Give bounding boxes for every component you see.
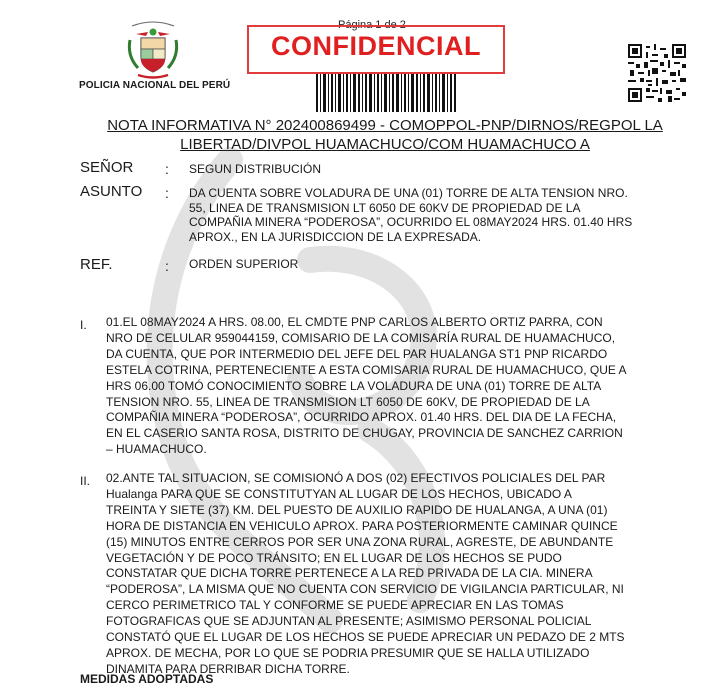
paragraph-number: II. — [80, 474, 91, 488]
paragraph-line: NRO DE CELULAR 959044159, COMISARIO DE LA COMISARÍA RURAL DE HUAMACHUCO, — [106, 330, 616, 345]
paragraph-2 — [106, 471, 673, 678]
field-colon-senor: : — [165, 161, 169, 177]
paragraph-line: DINAMITA PARA DERRIBAR DICHA TORRE. — [106, 661, 350, 676]
page-number: Página 1 de 2 — [338, 19, 406, 31]
paragraph-line: “PODEROSA”, LA MISMA QUE NO CUENTA CON SERVICIO DE VIGILANCIA PARTICULAR, NI — [106, 582, 624, 597]
paragraph-line: Hualanga PARA QUE SE CONSTITUTYAN AL LUGAR DE LOS HECHOS, UBICADO A — [106, 486, 572, 501]
asunto-line: APROX., EN LA JURISDICCION DE LA EXPRESADA. — [189, 229, 482, 244]
asunto-line: COMPAÑIA MINERA “PODEROSA”, OCURRIDO EL 08MAY2024 HRS. 01.40 HRS — [189, 215, 633, 229]
paragraph-line: 01.EL 08MAY2024 A HRS. 08.00, EL CMDTE PNP CARLOS ALBERTO ORTIZ PARRA, CON — [106, 315, 603, 329]
confidential-stamp: CONFIDENCIAL — [271, 31, 481, 61]
paragraph-line: 02.ANTE TAL SITUACION, SE COMISIONÓ A DOS (02) EFECTIVOS POLICIALES DEL PAR — [106, 471, 606, 485]
paragraph-line: VEGETACIÓN Y DE POCO TRÁNSITO; EN EL LUGAR DE LOS HECHOS SE PUDO — [106, 550, 562, 565]
field-label-asunto: ASUNTO — [80, 183, 143, 200]
paragraph-line: EN EL CASERIO SANTA ROSA, DISTRITO DE CHUGAY, PROVINCIA DE SANCHEZ CARRION — [106, 426, 623, 441]
title-line-2: LIBERTAD/DIVPOL HUAMACHUCO/COM HUAMACHUCO A — [180, 136, 590, 153]
paragraph-number: I. — [80, 318, 87, 332]
asunto-line: DA CUENTA SOBRE VOLADURA DE UNA (01) TORRE DE ALTA TENSION NRO. — [189, 186, 628, 200]
paragraph-line: FOTOGRAFICAS QUE SE ADJUNTAN AL PRESENTE; ASIMISMO PERSONAL POLICIAL — [106, 614, 592, 629]
field-value-ref: ORDEN SUPERIOR — [189, 257, 299, 271]
paragraph-line: (15) MINUTOS ENTRE CERROS POR SER UNA ZONA RURAL, AGRESTE, DE ABUNDANTE — [106, 534, 614, 549]
paragraph-line: – HUAMACHUCO. — [106, 442, 207, 457]
field-label-ref: REF. — [80, 256, 113, 273]
field-colon-ref: : — [165, 258, 169, 274]
paragraph-line: COMPAÑIA MINERA “PODEROSA”, OCURRIDO APROX. 01.40 HRS. DEL DIA DE LA FECHA, — [106, 410, 617, 425]
paragraph-line: APROX. DE MECHA, POR LO QUE SE PODRIA PRESUMIR QUE SE HALLA UTILIZADO — [106, 645, 590, 660]
document-title — [80, 116, 690, 154]
institution-name: POLICIA NACIONAL DEL PERÚ — [79, 80, 231, 91]
field-value-asunto — [189, 186, 672, 244]
paragraph-line: HORA DE DISTANCIA EN VEHICULO APROX. PARA POSTERIORMENTE CAMINAR QUINCE — [106, 518, 618, 533]
paragraph-line: HRS 06.00 TOMÓ CONOCIMIENTO SOBRE LA VOLADURA DE UNA (01) TORRE DE ALTA — [106, 378, 602, 393]
field-colon-asunto: : — [165, 185, 169, 201]
asunto-line: 55, LINEA DE TRANSMISION LT 6050 DE 60KV DE PROPIEDAD DE LA — [189, 200, 581, 215]
section-heading-cutoff: MEDIDAS ADOPTADAS — [80, 672, 214, 686]
paragraph-line: DA CUENTA, QUE POR INTERMEDIO DEL JEFE DEL PAR HUALANGA ST1 PNP RICARDO — [106, 346, 608, 361]
paragraph-line: CONSTATÓ QUE EL LUGAR DE LOS HECHOS SE PUEDE APRECIAR UN PEDAZO DE 2 MTS — [106, 630, 625, 645]
paragraph-1 — [106, 315, 673, 458]
paragraph-line: CERCO PERIMETRICO TAL Y CONFORME SE PUEDE APRECIAR EN LAS TOMAS — [106, 598, 564, 613]
peru-police-crest-icon — [124, 20, 182, 80]
field-label-senor: SEÑOR — [80, 159, 134, 176]
field-value-senor: SEGUN DISTRIBUCIÓN — [189, 162, 322, 176]
paragraph-line: TREINTA Y SIETE (37) KM. DEL PUESTO DE AUXILIO RAPIDO DE HUALANGA, A UNA (01) — [106, 502, 608, 517]
title-line-1: NOTA INFORMATIVA N° 202400869499 - COMOPPOL-PNP/DIRNOS/REGPOL LA — [107, 117, 663, 134]
barcode-icon — [316, 74, 456, 112]
paragraph-line: ESTELA COTRINA, PERTENECIENTE A ESTA COMISARIA RURAL DE HUAMACHUCO, QUE A — [106, 362, 627, 377]
paragraph-line: TENSION NRO. 55, LINEA DE TRANSMISION LT 6050 DE 60KV, DE PROPIEDAD DE LA — [106, 394, 590, 409]
paragraph-line: CONSTATAR QUE DICHA TORRE PERTENECE A LA RED PRIVADA DE LA CIA. MINERA — [106, 566, 593, 581]
qr-code-icon — [628, 44, 686, 102]
